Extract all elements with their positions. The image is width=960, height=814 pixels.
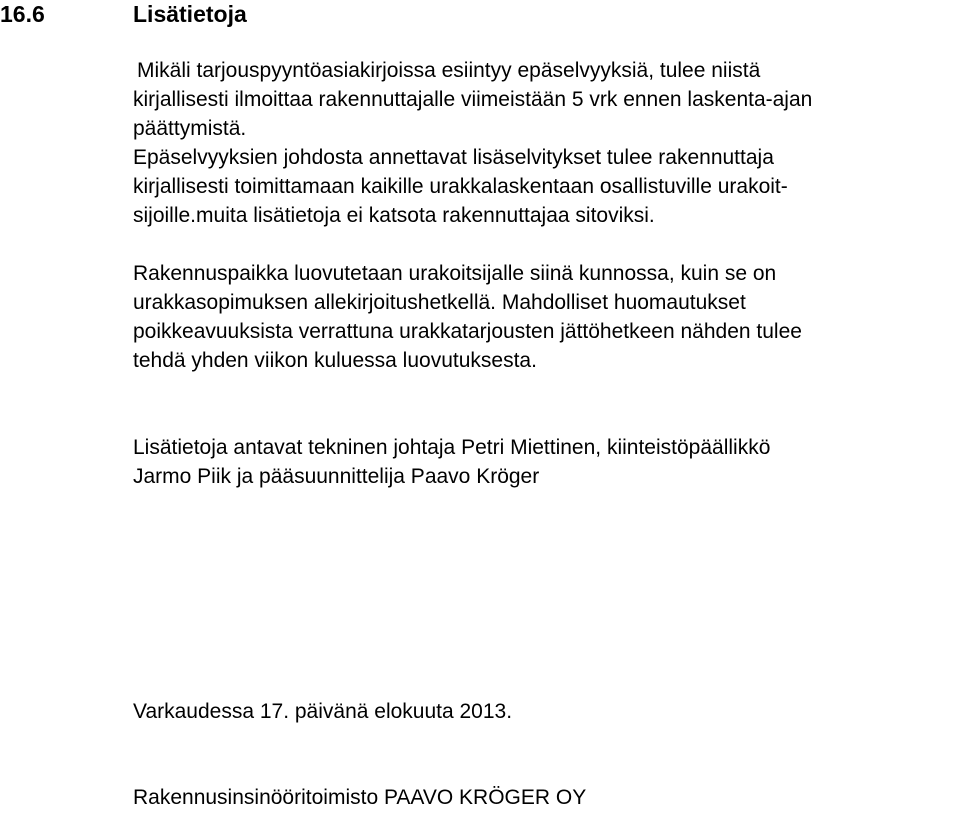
paragraph-1-line-5: kirjallisesti toimittamaan kaikille urakkalaskentaan osallistuville urakoit- [133, 175, 788, 198]
section-title: Lisätietoja [133, 1, 247, 27]
paragraph-1-line-3: päättymistä. [133, 117, 247, 140]
paragraph-1-line-4: Epäselvyyksien johdosta annettavat lisäselvitykset tulee rakennuttaja [133, 146, 774, 169]
signature-company: Rakennusinsinööritoimisto PAAVO KRÖGER OY [133, 786, 587, 809]
section-number: 16.6 [0, 1, 45, 27]
paragraph-3-line-1: Lisätietoja antavat tekninen johtaja Petri Miettinen, kiinteistöpäällikkö [133, 436, 771, 459]
paragraph-2-line-1: Rakennuspaikka luovutetaan urakoitsijalle siinä kunnossa, kuin se on [133, 262, 777, 285]
paragraph-2-line-4: tehdä yhden viikon kuluessa luovutuksesta. [133, 349, 537, 372]
paragraph-1-line-1: Mikäli tarjouspyyntöasiakirjoissa esiintyy epäselvyyksiä, tulee niistä [137, 59, 761, 82]
paragraph-3-line-2: Jarmo Piik ja pääsuunnittelija Paavo Kröger [133, 465, 540, 488]
paragraph-1-line-6: sijoille.muita lisätietoja ei katsota rakennuttajaa sitoviksi. [133, 204, 655, 227]
place-date: Varkaudessa 17. päivänä elokuuta 2013. [133, 700, 513, 723]
paragraph-2-line-2: urakkasopimuksen allekirjoitushetkellä. Mahdolliset huomautukset [133, 291, 746, 314]
paragraph-2-line-3: poikkeavuuksista verrattuna urakkatarjousten jättöhetkeen nähden tulee [133, 320, 802, 343]
paragraph-1-line-2: kirjallisesti ilmoittaa rakennuttajalle viimeistään 5 vrk ennen laskenta-ajan [133, 88, 813, 111]
